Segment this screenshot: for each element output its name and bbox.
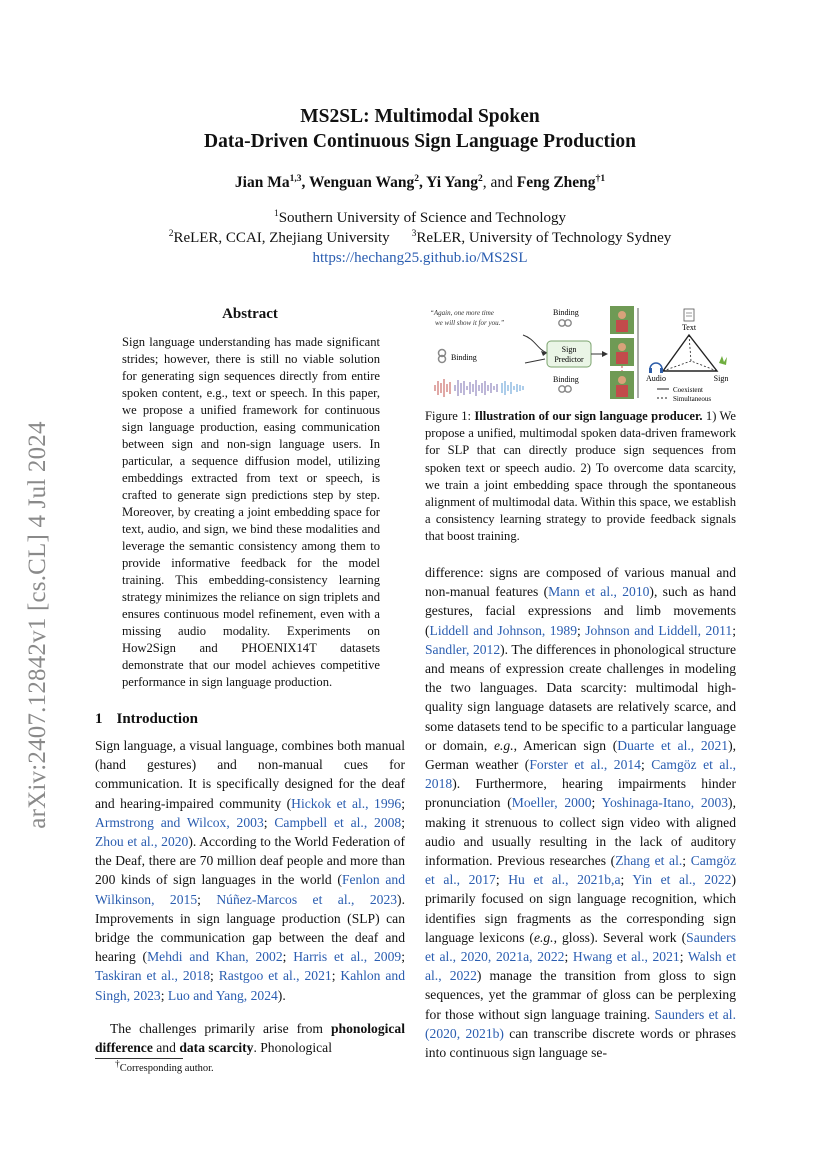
text-run: ), German weather ( — [425, 737, 737, 773]
citation-link[interactable]: Hu et al., 2021b,a — [508, 872, 621, 888]
legend-simultaneous: Simultaneous — [673, 395, 712, 403]
text-run: . Phonological — [253, 1040, 332, 1056]
section-heading-introduction — [95, 711, 198, 728]
text-run: ; — [331, 968, 341, 984]
text-run: can transcribe discrete words or phrases into continuous sign language se- — [425, 1025, 737, 1061]
text-run: The challenges primarily arise from — [110, 1021, 331, 1036]
affiliations — [100, 208, 740, 268]
citation-link[interactable]: Taskiran et al., 2018 — [95, 968, 211, 984]
footnote-divider — [95, 1058, 183, 1059]
figure-quote: “Again, one more time — [430, 309, 494, 317]
text-run: , gloss). Several work ( — [553, 929, 687, 945]
affiliation-text: ReLER, CCAI, Zhejiang University — [173, 230, 390, 246]
text-run: ; — [620, 872, 633, 888]
citation-link[interactable]: Saunders et al. (2020, 2021b) — [425, 1006, 736, 1041]
section-title: Introduction — [116, 711, 198, 727]
text-run: ; — [564, 949, 573, 965]
citation-link[interactable]: Moeller, 2000 — [511, 795, 592, 811]
sign-frame-image — [610, 306, 634, 334]
citation-link[interactable]: Hickok et al., 1996 — [291, 795, 402, 811]
author-name: Jian Ma — [234, 174, 290, 191]
citation-link[interactable]: Fenlon and Wilkinson, 2015 — [95, 872, 405, 907]
text-run: ; — [679, 949, 688, 965]
text-run: ) manage the transition from gloss to sign sequences, yet the grammar of gloss can be perplexing for those without sign language training. — [425, 968, 736, 1022]
text-run: ), such as hand gestures, facial expressions and limb movements ( — [425, 584, 736, 638]
audio-waveform-icon — [502, 381, 523, 395]
text-run: ). Improvements in sign language production (SLP) can bridge the communication gap between the deaf and hearing ( — [95, 891, 405, 965]
intro-paragraph-1 — [95, 736, 405, 1005]
footnote-marker: † — [115, 1059, 120, 1070]
affiliation-sup: 1 — [273, 209, 279, 219]
author-sup: 2 — [477, 173, 483, 184]
citation-link[interactable]: Harris et al., 2009 — [293, 949, 402, 965]
footnote — [115, 1059, 214, 1074]
sign-frame-image — [610, 338, 634, 366]
citation-link[interactable]: Forster et al., 2014 — [529, 757, 641, 773]
author-name: Wenguan Wang — [308, 174, 415, 191]
caption-text: 1) We propose a unified, multimodal spoken data-driven framework for SLP that can directly produce sign sequences from spoken text or speech audio. 2) To overcome data scarcity, we train a joint embedding space through the spontaneous alignment of multimodal data. Within this space, we establish a consistency learning strategy to provide feedback signals that boost training. — [425, 409, 736, 544]
caption-label: Figure 1: — [425, 409, 475, 423]
figure-text-label: Text — [681, 323, 697, 332]
text-run: ; — [197, 891, 217, 907]
text-run: ; — [401, 949, 405, 965]
author-name: Feng Zheng — [516, 174, 596, 191]
emphasis-text: phonological difference — [95, 1021, 405, 1056]
figure-binding-left: Binding — [451, 353, 477, 362]
citation-link[interactable]: Rastgoo et al., 2021 — [218, 968, 332, 984]
footnote-text: Corresponding author. — [119, 1063, 214, 1074]
figure-sign-label: Sign — [713, 374, 729, 383]
affiliation-sup: 2 — [168, 229, 174, 239]
arxiv-identifier: arXiv:2407.12842v1 [cs.CL] 4 Jul 2024 — [24, 421, 51, 829]
text-run: ; — [282, 949, 294, 965]
text-run: ). — [277, 987, 286, 1003]
author-sup: 2 — [414, 173, 419, 184]
citation-link[interactable]: Duarte et al., 2021 — [617, 737, 729, 753]
text-run: ; — [495, 872, 509, 888]
figure-binding-top: Binding — [553, 308, 579, 317]
text-run: ; — [577, 622, 586, 638]
citation-link[interactable]: Armstrong and Wilcox, 2003 — [95, 814, 264, 830]
figure-1-caption — [425, 408, 736, 546]
citation-link[interactable]: Liddell and Johnson, 1989 — [429, 622, 577, 638]
citation-link[interactable]: Núñez-Marcos et al., 2023 — [216, 891, 398, 907]
citation-link[interactable]: Yoshinaga-Itano, 2003 — [601, 795, 729, 811]
paper-title — [100, 104, 740, 154]
text-run: ), making it strenuous to collect sign video with aligned audio and usually resulting in the lack of auditory information. Previous researches ( — [425, 795, 736, 869]
text-run: , American sign ( — [513, 737, 618, 753]
text-run: and — [152, 1040, 180, 1056]
italic-text: e.g. — [533, 929, 554, 945]
citation-link[interactable]: Camgöz et al., 2017 — [425, 853, 736, 888]
project-url-link[interactable]: https://hechang25.github.io/MS2SL — [312, 250, 528, 266]
title-line-2: Data-Driven Continuous Sign Language Production — [204, 131, 636, 152]
citation-link[interactable]: Saunders et al., 2020, 2021a, 2022 — [425, 929, 736, 965]
citation-link[interactable]: Luo and Yang, 2024 — [167, 987, 278, 1003]
arxiv-sidebar-stamp — [18, 380, 58, 870]
figure-audio-label: Audio — [646, 374, 666, 383]
citation-link[interactable]: Hwang et al., 2021 — [572, 949, 680, 965]
sign-predictor-label-2: Predictor — [554, 355, 584, 364]
text-run: ). The differences in phonological structure and means of expression create challenges in modeling the two languages. Data scarcity: multimodal high-quality sign language datasets are relatively scarce, and some datasets tend to be specific to a particular language or domain, — [425, 641, 737, 753]
affiliation-text: Southern University of Science and Technology — [278, 210, 567, 226]
text-run: difference: signs are composed of various manual and non-manual features ( — [425, 565, 736, 600]
sign-predictor-label-1: Sign — [561, 345, 577, 354]
citation-link[interactable]: Yin et al., 2022 — [632, 872, 732, 888]
affiliation-1 — [100, 208, 740, 228]
text-run: ; — [682, 853, 691, 869]
title-line-1: MS2SL: Multimodal Spoken — [300, 106, 540, 127]
intro-paragraph-2 — [95, 1019, 405, 1057]
author-separator: , and — [482, 174, 517, 191]
text-run: Sign language, a visual language, combines both manual (hand gestures) and non-manual cues for communication. It is specifically designed for the deaf and hearing-impaired community ( — [95, 738, 405, 811]
right-column-paragraph — [425, 563, 736, 1062]
text-run: ; — [401, 795, 405, 811]
citation-link[interactable]: Mann et al., 2010 — [548, 584, 650, 600]
text-run: ; — [591, 795, 602, 811]
text-run: ; — [640, 757, 652, 773]
text-run: ; — [160, 987, 168, 1003]
figure-binding-bottom: Binding — [553, 375, 579, 384]
citation-link[interactable]: Camgöz et al., 2018 — [425, 757, 736, 792]
document-icon — [684, 309, 694, 321]
citation-link[interactable]: Kahlon and Singh, 2023 — [95, 968, 405, 1003]
citation-link[interactable]: Sandler, 2012 — [425, 641, 501, 657]
text-run: ; — [401, 814, 405, 830]
citation-link[interactable]: Zhang et al. — [615, 853, 683, 869]
affiliation-text: ReLER, University of Technology Sydney — [416, 230, 672, 246]
hand-sign-icon — [719, 356, 727, 365]
text-run: ; — [210, 968, 219, 984]
affiliation-sup: 3 — [411, 229, 417, 239]
citation-link[interactable]: Zhou et al., 2020 — [95, 834, 189, 850]
figure-1 — [425, 303, 736, 403]
sign-frame-image — [610, 371, 634, 399]
text-run: ; — [263, 814, 275, 830]
text-run: ). According to the World Federation of the Deaf, there are 70 million deaf people and more than 200 kinds of sign languages in the world ( — [95, 834, 405, 888]
author-sup: †1 — [595, 173, 606, 184]
emphasis-text: data scarcity — [179, 1040, 254, 1056]
author-separator: , — [301, 174, 309, 191]
citation-link[interactable]: Johnson and Liddell, 2011 — [585, 622, 733, 638]
chain-link-icon — [439, 350, 446, 363]
chain-link-icon — [559, 386, 571, 392]
section-number: 1 — [95, 711, 103, 727]
headphones-icon — [649, 363, 663, 373]
caption-title: Illustration of our sign language producer. — [474, 409, 703, 423]
legend-coexistent: Coexistent — [673, 386, 703, 394]
author-list — [100, 174, 740, 192]
abstract-heading: Abstract — [222, 306, 278, 322]
author-separator: , — [418, 174, 427, 191]
citation-link[interactable]: Walsh et al., 2022 — [425, 949, 736, 984]
author-name: Yi Yang — [426, 174, 478, 191]
abstract-body: Sign language understanding has made significant strides; however, there is still no viable solution for generating sign sequences directly from entire spoken content, e.g., text or speech. In this paper, we propose a unified framework for continuous sign language production, easing communication between sign and non-sign language users. In particular, a sequence diffusion model, utilizing embeddings extracted from text or speech, is crafted to generate sign predictions step by step. Moreover, by creating a joint embedding space for text, audio, and sign, we bind these modalities and leverage the semantic consistency among them to provide informative feedback for the model training. This embedding-consistency learning strategy minimizes the reliance on sign triplets and ensures continuous model refinement, even with a missing audio modality. Experiments on How2Sign and PHOENIX14T datasets demonstrate that our model achieves competitive performance in sign language production. — [122, 335, 380, 689]
italic-text: e.g. — [493, 737, 514, 753]
chain-link-icon — [559, 320, 571, 326]
citation-link[interactable]: Campbell et al., 2008 — [274, 814, 402, 830]
text-run: ; — [732, 622, 736, 638]
text-run: ) primarily focused on sign language recognition, which identifies sign fragments as the corresponding sign language lexicons ( — [425, 872, 736, 945]
text-run: ). Furthermore, hearing impairments hinder pronunciation ( — [425, 776, 736, 811]
affiliation-2-3 — [100, 228, 740, 248]
audio-waveform-icon — [455, 380, 497, 396]
citation-link[interactable]: Mehdi and Khan, 2002 — [147, 949, 283, 965]
author-sup: 1,3 — [289, 173, 302, 184]
figure-quote-line2: we will show it for you.” — [435, 319, 505, 327]
audio-waveform-icon — [435, 379, 450, 397]
